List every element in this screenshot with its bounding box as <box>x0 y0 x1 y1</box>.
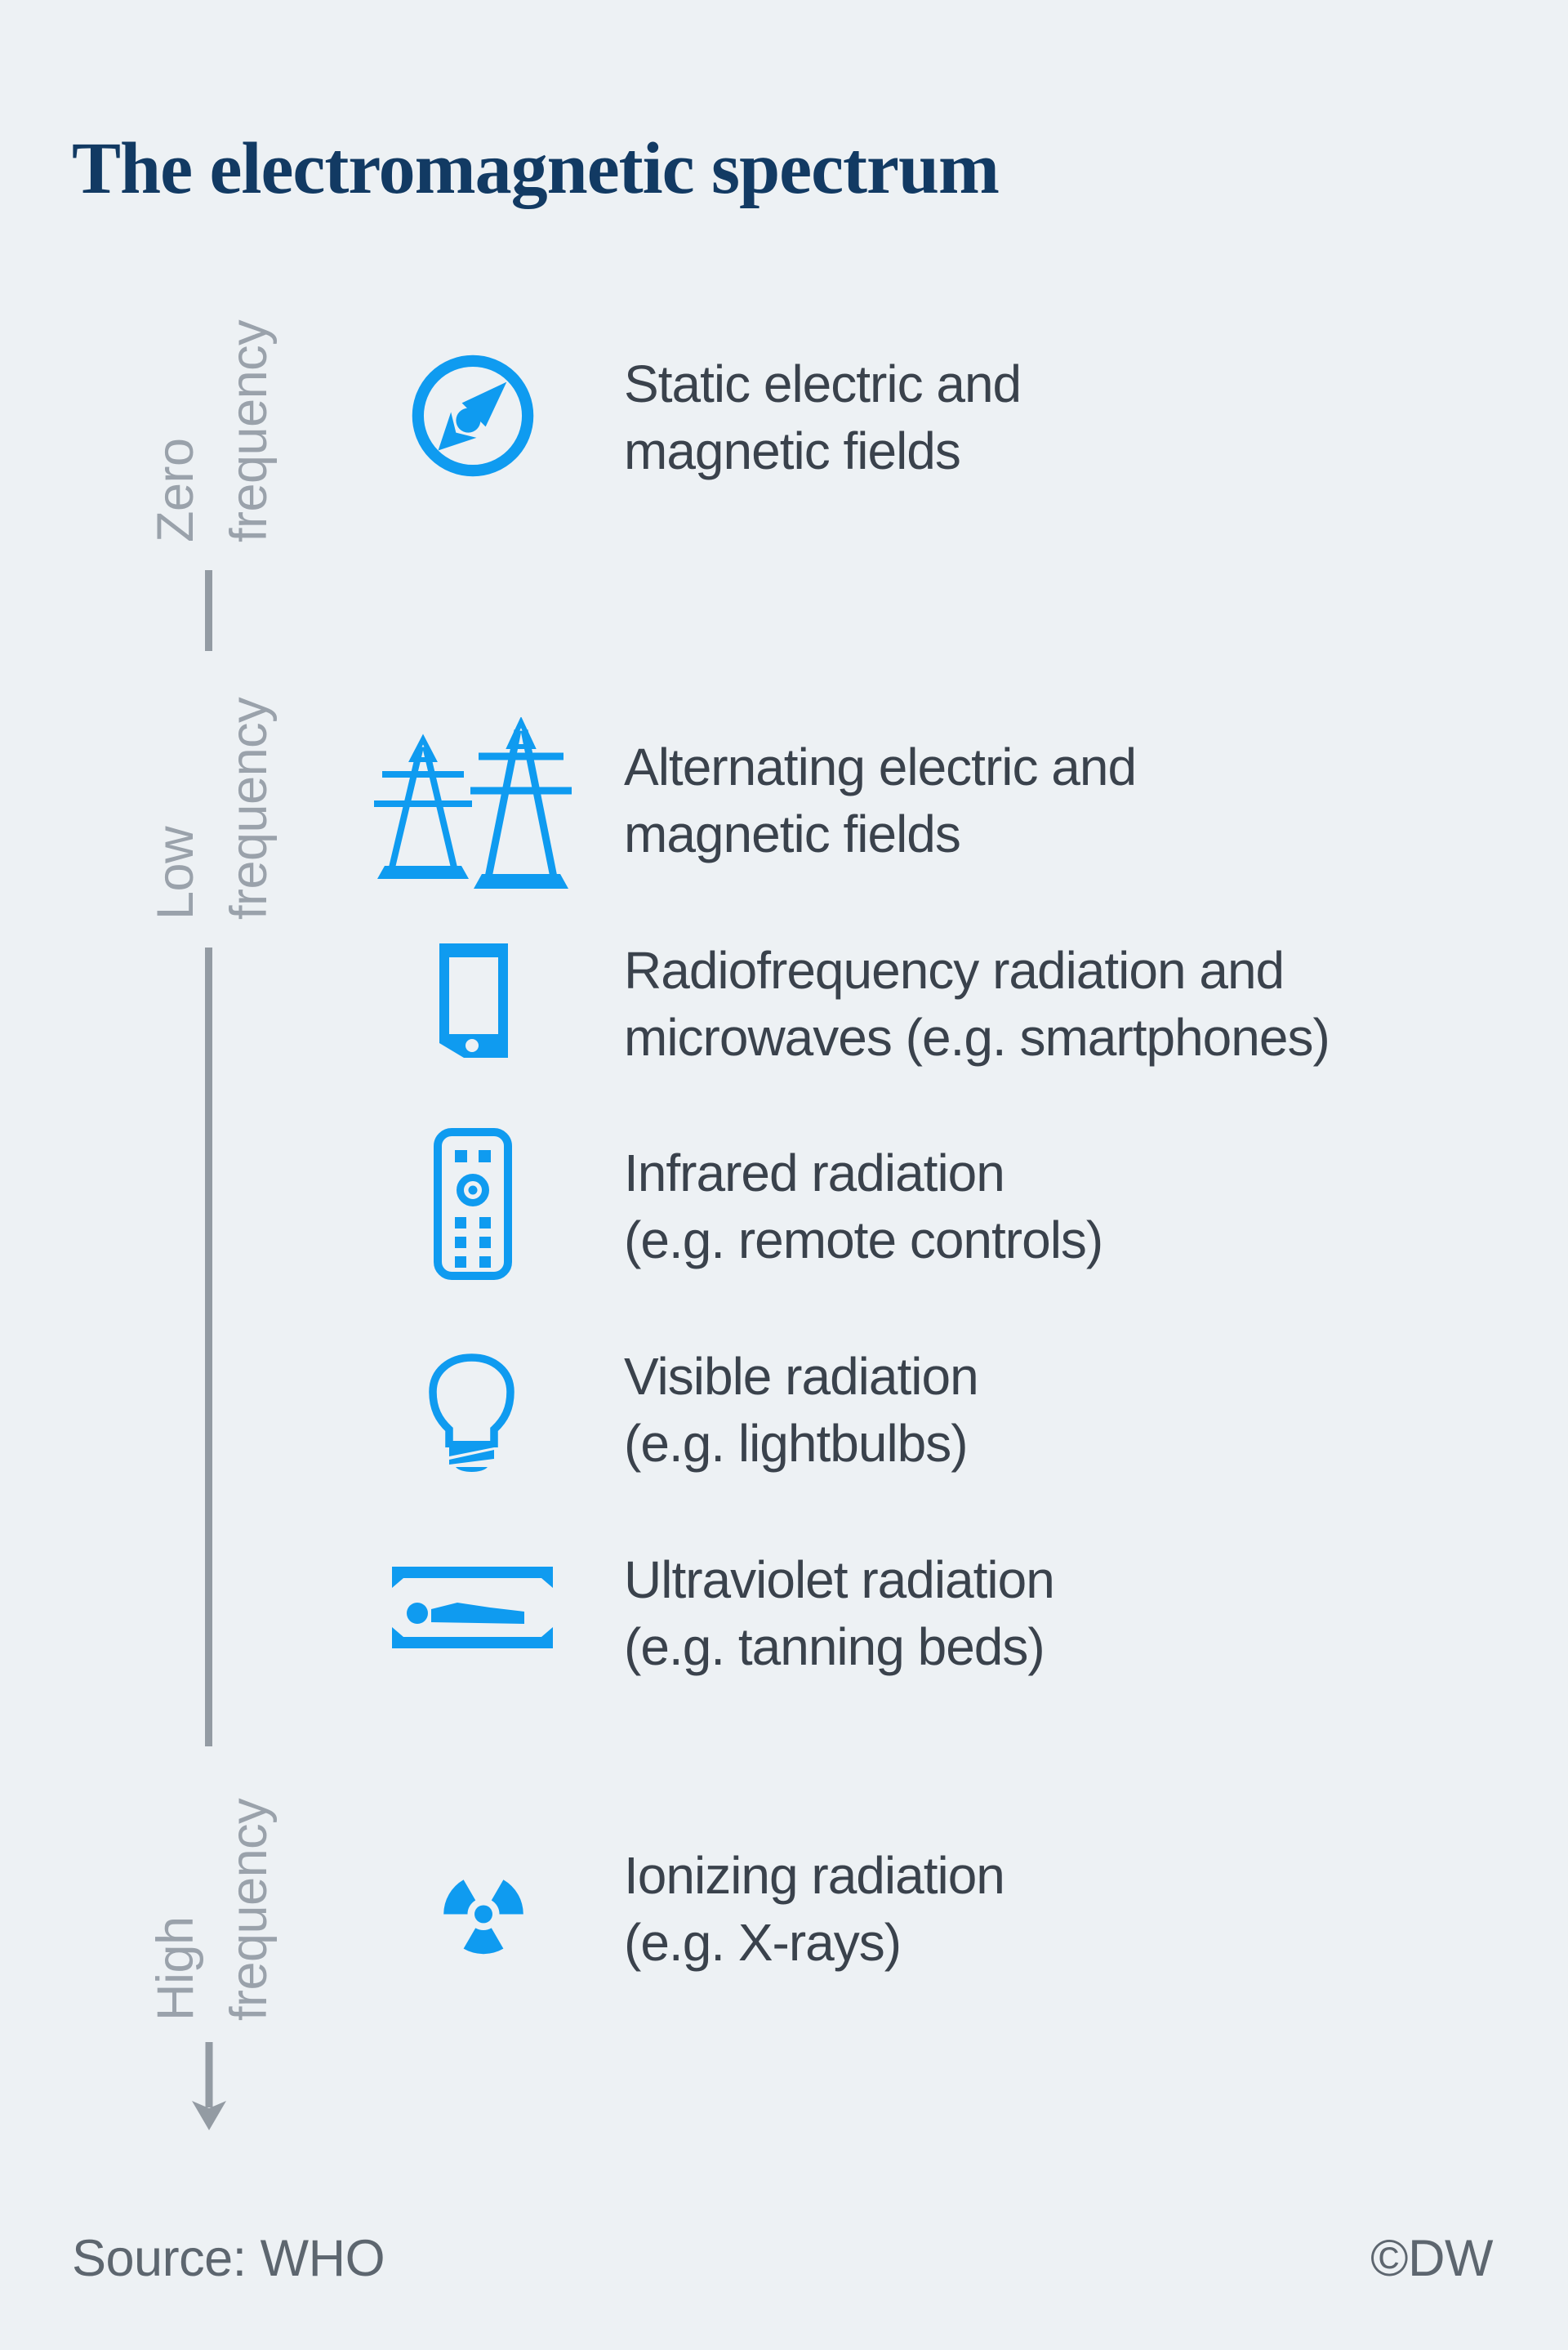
lightbulb-icon <box>429 1353 514 1475</box>
spectrum-row-label <box>624 937 1330 1071</box>
row-label-line2: (e.g. remote controls) <box>624 1211 1103 1269</box>
row-label-line1: Radiofrequency radiation and <box>624 941 1285 1000</box>
frequency-axis-segment-short <box>205 570 212 651</box>
down-arrow-icon <box>191 2042 227 2134</box>
smartphone-icon <box>439 943 508 1058</box>
row-label-line2: magnetic fields <box>624 805 960 863</box>
remote-control-icon <box>433 1128 513 1280</box>
row-label-line1: Infrared radiation <box>624 1144 1004 1202</box>
tanning-bed-icon <box>392 1567 553 1648</box>
row-label-line2: (e.g. lightbulbs) <box>624 1414 968 1473</box>
spectrum-row-label <box>624 1842 1004 1976</box>
row-label-line1: Ionizing radiation <box>624 1846 1004 1905</box>
spectrum-row-label <box>624 1343 978 1477</box>
spectrum-row-label <box>624 350 1021 484</box>
power-towers-icon <box>369 717 583 890</box>
row-label-line1: Alternating electric and <box>624 738 1137 796</box>
axis-label-line: frequency <box>220 319 278 542</box>
frequency-axis-segment-long <box>205 948 212 1746</box>
row-label-line2: (e.g. X-rays) <box>624 1913 902 1972</box>
row-label-line2: microwaves (e.g. smartphones) <box>624 1008 1330 1067</box>
axis-label-line: frequency <box>220 697 278 920</box>
spectrum-row-label <box>624 734 1136 867</box>
row-label-line1: Visible radiation <box>624 1347 978 1406</box>
page-title: The electromagnetic spectrum <box>72 128 999 210</box>
copyright-credit: ©DW <box>1370 2230 1493 2287</box>
axis-label-line: Low <box>147 826 204 920</box>
axis-label-line: Zero <box>147 438 204 542</box>
source-credit: Source: WHO <box>72 2230 385 2287</box>
row-label-line1: Ultraviolet radiation <box>624 1550 1054 1609</box>
spectrum-row-label <box>624 1139 1102 1273</box>
axis-label-line: frequency <box>220 1798 278 2021</box>
axis-label-line: High <box>147 1916 204 2021</box>
spectrum-row-label <box>624 1546 1054 1680</box>
row-label-line2: magnetic fields <box>624 421 960 480</box>
compass-icon <box>408 351 537 480</box>
row-label-line1: Static electric and <box>624 355 1022 413</box>
row-label-line2: (e.g. tanning beds) <box>624 1617 1045 1676</box>
radiation-icon <box>434 1862 533 1963</box>
